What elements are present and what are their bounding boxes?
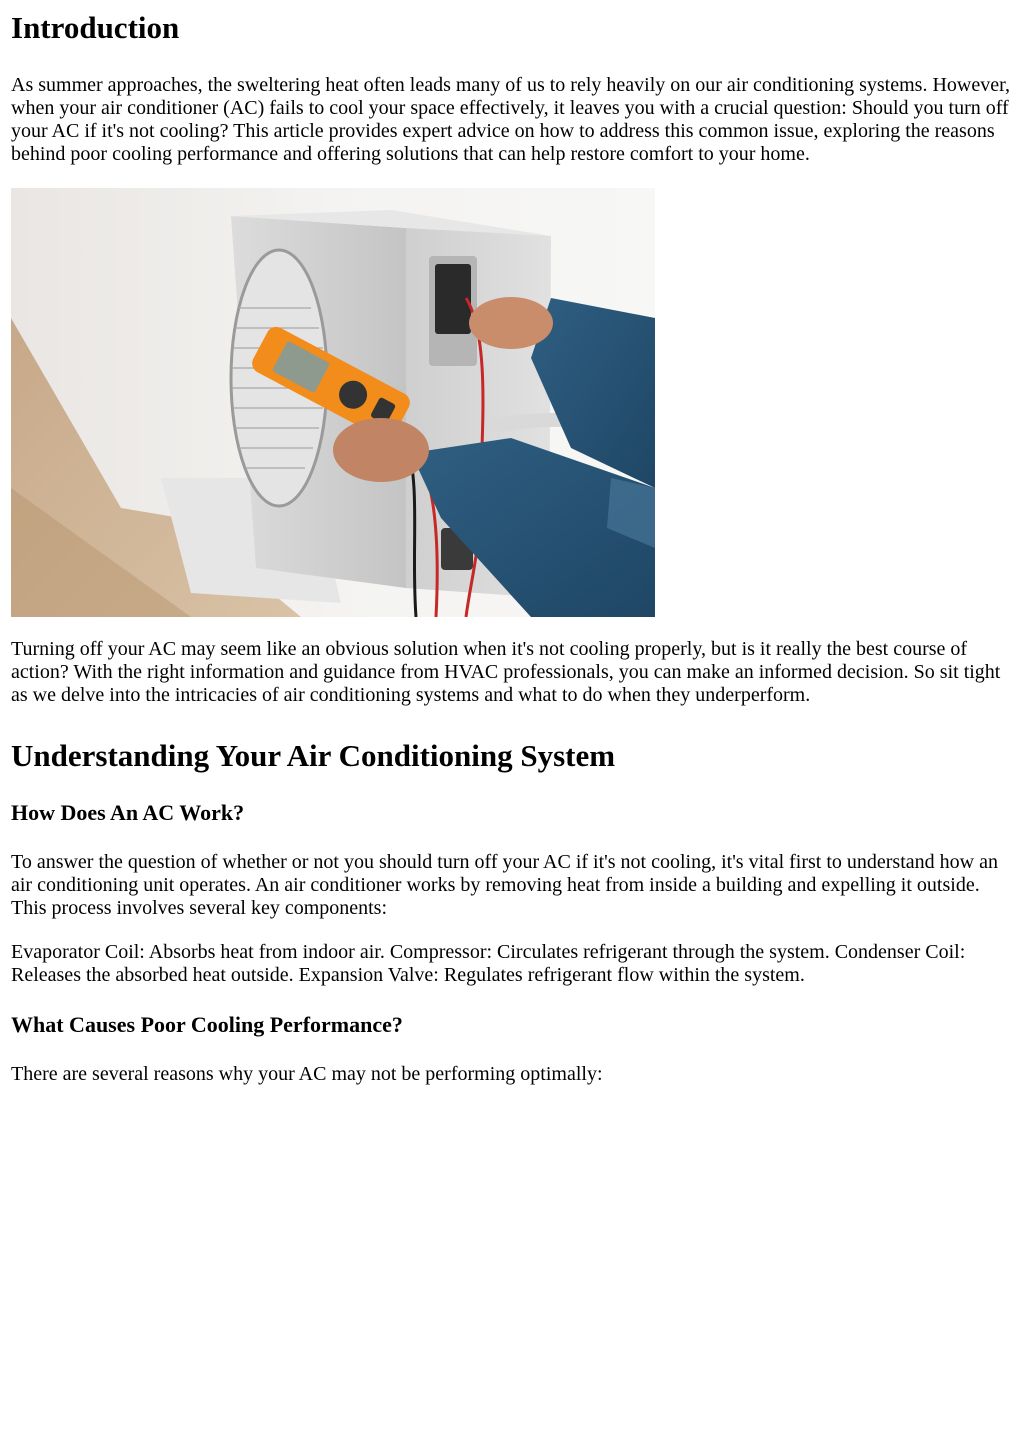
how-ac-works-paragraph: To answer the question of whether or not you should turn off your AC if it's not cooling, it's vital first to understand how an air conditioning unit operates. An air conditioner works by removing heat from inside a building and expelling it outside. This process involves several key components: xyxy=(11,851,998,919)
intro-heading: Introduction xyxy=(11,10,180,45)
turning-off-paragraph: Turning off your AC may seem like an obvious solution when it's not cooling properly, but is it really the best course of action? With the right information and guidance from HVAC professionals, you can make an informed decision. So sit tight as we delve into the intricacies of air conditioning systems and what to do when they underperform. xyxy=(11,638,1001,706)
understanding-heading: Understanding Your Air Conditioning System xyxy=(11,738,616,773)
causes-paragraph: There are several reasons why your AC may not be performing optimally: xyxy=(11,1063,603,1085)
how-ac-works-heading: How Does An AC Work? xyxy=(11,800,245,825)
hero-image xyxy=(11,188,655,617)
components-paragraph: Evaporator Coil: Absorbs heat from indoor air. Compressor: Circulates refrigerant through the system. Condenser Coil: Releases the absorbed heat outside. Expansion Valve: Regulates refrigerant flow within the system. xyxy=(11,941,966,986)
causes-heading: What Causes Poor Cooling Performance? xyxy=(11,1012,403,1037)
technician-photo-icon xyxy=(11,188,655,617)
intro-paragraph: As summer approaches, the sweltering heat often leads many of us to rely heavily on our air conditioning systems. However, when your air conditioner (AC) fails to cool your space effectively, it leaves you with a crucial question: Should you turn off your AC if it's not cooling? This article provides expert advice on how to address this common issue, exploring the reasons behind poor cooling performance and offering solutions that can help restore comfort to your home. xyxy=(11,74,1010,165)
